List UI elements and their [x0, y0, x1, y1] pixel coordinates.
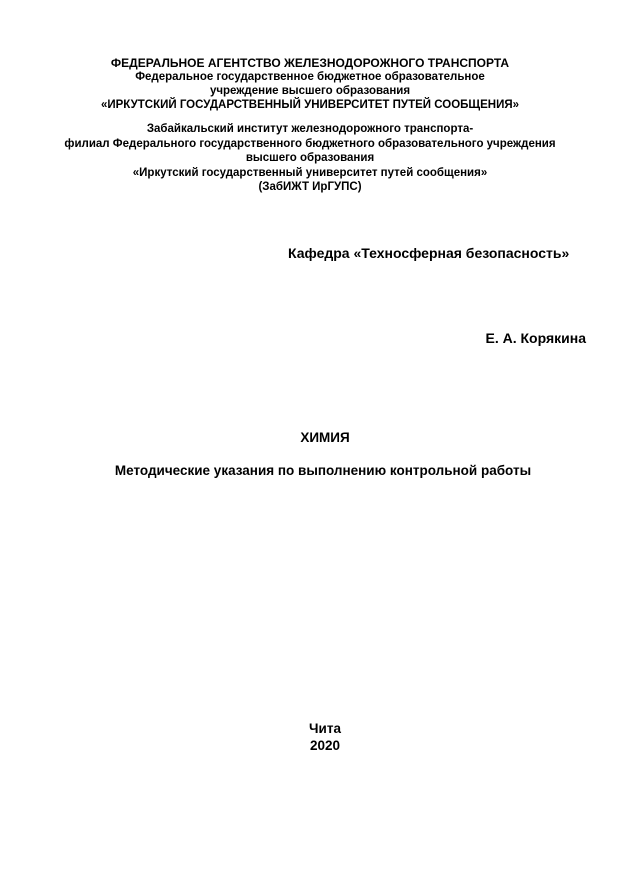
- agency-name: ФЕДЕРАЛЬНОЕ АГЕНТСТВО ЖЕЛЕЗНОДОРОЖНОГО ТРАНСПОРТА: [110, 56, 510, 70]
- institution-type-line-2: учреждение высшего образования: [209, 85, 411, 97]
- city: Чита: [309, 721, 341, 736]
- organization-header: [0, 56, 620, 112]
- institute-name: Забайкальский институт железнодорожного транспорта-: [146, 123, 474, 135]
- parent-university-name: «Иркутский государственный университет путей сообщения»: [132, 166, 488, 179]
- department-name: Кафедра «Техносферная безопасность»: [288, 245, 570, 261]
- institution-type-line-1: Федеральное государственное бюджетное образовательное: [135, 71, 485, 83]
- branch-description: филиал Федерального государственного бюджетного образовательного учреждения: [64, 137, 556, 150]
- author-name: Е. А. Корякина: [485, 330, 586, 346]
- branch-education-level: высшего образования: [245, 152, 375, 164]
- university-name: «ИРКУТСКИЙ ГОСУДАРСТВЕННЫЙ УНИВЕРСИТЕТ ПУТЕЙ СООБЩЕНИЯ»: [100, 99, 520, 111]
- year: 2020: [309, 738, 341, 753]
- institute-header: [0, 122, 620, 195]
- place-and-year: [0, 720, 620, 754]
- document-subject: ХИМИЯ: [300, 430, 350, 445]
- document-subtitle: Методические указания по выполнению контрольной работы: [114, 463, 532, 478]
- institute-abbreviation: (ЗабИЖТ ИрГУПС): [258, 181, 362, 193]
